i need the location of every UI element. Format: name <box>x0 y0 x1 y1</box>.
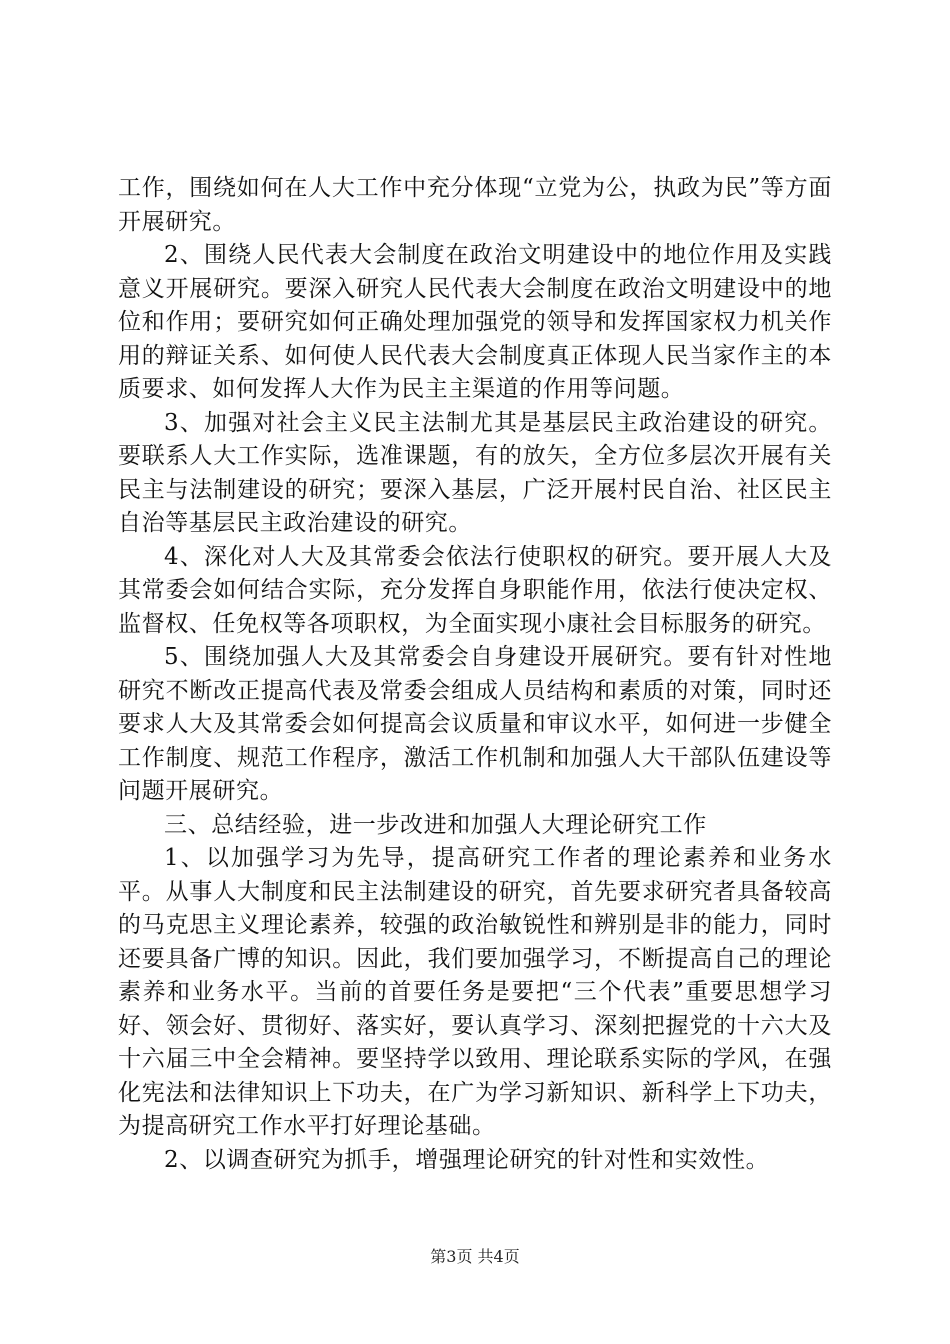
paragraph-item-3: 3、加强对社会主义民主法制尤其是基层民主政治建设的研究。要联系人大工作实际，选准课题，有的放矢，全方位多层次开展有关民主与法制建设的研究；要深入基层，广泛开展村民自治、社区民主自治等基层民主政治建设的研究。 <box>118 409 832 536</box>
paragraph-item-4: 4、深化对人大及其常委会依法行使职权的研究。要开展人大及其常委会如何结合实际，充分发挥自身职能作用，依法行使决定权、监督权、任免权等各项职权，为全面实现小康社会目标服务的研究。 <box>118 543 832 637</box>
paragraph-continuation: 工作，围绕如何在人大工作中充分体现“立党为公，执政为民”等方面开展研究。 <box>118 175 832 235</box>
section-heading-three: 三、总结经验，进一步改进和加强人大理论研究工作 <box>164 811 707 838</box>
paragraph-item-2: 2、围绕人民代表大会制度在政治文明建设中的地位作用及实践意义开展研究。要深入研究人民代表大会制度在政治文明建设中的地位和作用；要研究如何正确处理加强党的领导和发挥国家权力机关作用的辩证关系、如何使人民代表大会制度真正体现人民当家作主的本质要求、如何发挥人大作为民主主渠道的作用等问题。 <box>118 242 832 402</box>
paragraph-section3-item-1: 1、以加强学习为先导，提高研究工作者的理论素养和业务水平。从事人大制度和民主法制建设的研究，首先要求研究者具备较高的马克思主义理论素养，较强的政治敏锐性和辨别是非的能力，同时还要具备广博的知识。因此，我们要加强学习，不断提高自己的理论素养和业务水平。当前的首要任务是要把“三个代表”重要思想学习好、领会好、贯彻好、落实好，要认真学习、深刻把握党的十六大及十六届三中全会精神。要坚持学以致用、理论联系实际的学风，在强化宪法和法律知识上下功夫，在广为学习新知识、新科学上下功夫，为提高研究工作水平打好理论基础。 <box>118 845 832 1139</box>
document-body <box>118 172 832 1177</box>
paragraph-section3-item-2: 2、以调查研究为抓手，增强理论研究的针对性和实效性。 <box>164 1146 770 1173</box>
paragraph-item-5: 5、围绕加强人大及其常委会自身建设开展研究。要有针对性地研究不断改正提高代表及常委会组成人员结构和素质的对策，同时还要求人大及其常委会如何提高会议质量和审议水平，如何进一步健全工作制度、规范工作程序，激活工作机制和加强人大干部队伍建设等问题开展研究。 <box>118 644 832 804</box>
page-footer: 第3页 共4页 <box>430 1247 520 1266</box>
